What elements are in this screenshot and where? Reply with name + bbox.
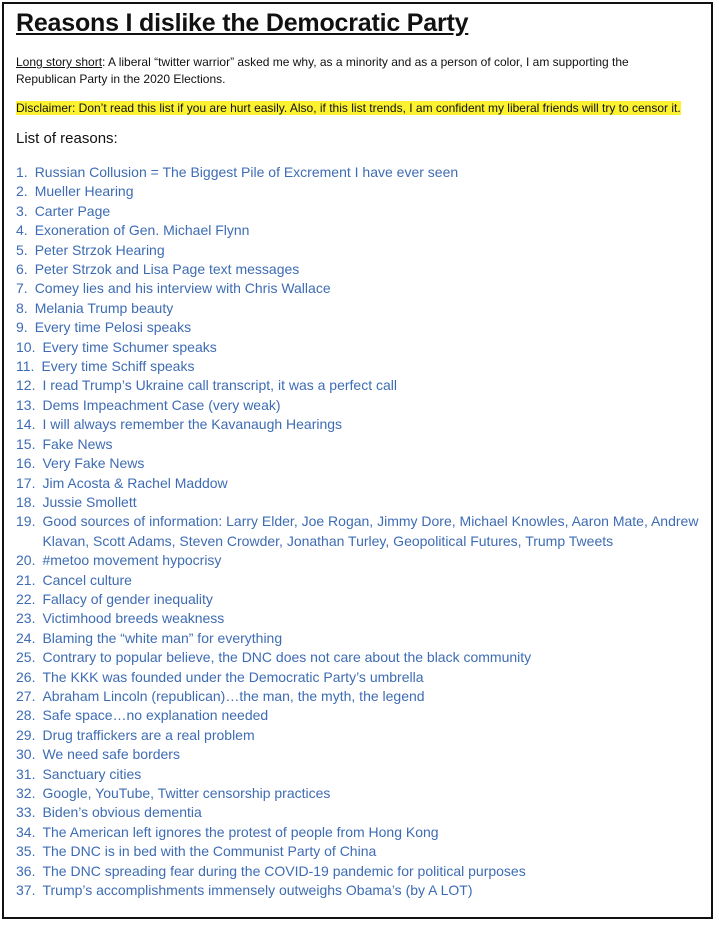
list-item <box>16 803 711 822</box>
list-item-number: 28. <box>16 707 36 724</box>
list-item <box>16 454 711 473</box>
list-item <box>16 338 711 357</box>
list-item-number: 35. <box>16 843 36 860</box>
list-item-number: 33. <box>16 804 36 821</box>
list-item-number: 17. <box>16 474 36 491</box>
list-item <box>16 415 711 434</box>
list-item <box>16 376 711 395</box>
document-title: Reasons I dislike the Democratic Party <box>16 9 469 37</box>
list-item-text: Exoneration of Gen. Michael Flynn <box>34 222 250 239</box>
list-item <box>16 726 711 745</box>
list-item-number: 10. <box>16 338 36 355</box>
list-item-number: 36. <box>16 862 36 879</box>
list-item-number: 25. <box>16 649 36 666</box>
list-item <box>16 823 711 842</box>
list-item <box>16 609 711 628</box>
list-item-text: Russian Collusion = The Biggest Pile of Excrement I have ever seen <box>34 164 459 180</box>
list-item <box>16 221 711 240</box>
list-item-text: Peter Strzok Hearing <box>34 241 165 258</box>
list-item-text: Melania Trump beauty <box>34 299 174 316</box>
list-item <box>16 745 711 764</box>
list-item-number: 30. <box>16 746 36 763</box>
list-item-text: Every time Pelosi speaks <box>34 319 192 336</box>
list-item <box>16 842 711 861</box>
disclaimer-paragraph <box>16 100 686 117</box>
list-item-text: Blaming the “white man” for everything <box>42 629 283 646</box>
list-item-number: 2. <box>16 183 28 200</box>
list-item <box>16 648 711 667</box>
list-item-text: I will always remember the Kavanaugh Hearings <box>42 416 343 433</box>
list-item-number: 19. <box>16 513 36 530</box>
list-item-text: The American left ignores the protest of people from Hong Kong <box>42 823 439 840</box>
list-item <box>16 551 711 570</box>
list-item-text: Cancel culture <box>42 571 132 588</box>
list-item-text: Jussie Smollett <box>42 493 137 510</box>
list-item <box>16 765 711 784</box>
list-item-number: 31. <box>16 765 36 782</box>
list-item-number: 13. <box>16 396 36 413</box>
list-item-number: 3. <box>16 202 28 219</box>
list-item <box>16 182 711 201</box>
list-item-number: 6. <box>16 261 28 278</box>
list-item-text: Good sources of information: Larry Elder, Joe Rogan, Jimmy Dore, Michael Knowles, Aaron Mate, Andrew Klavan, Scott Adams, Steven Crowder, Jonathan Turley, Geopolitical Futures, Trump Tweets <box>42 513 699 549</box>
intro-lead: Long story short <box>16 55 103 69</box>
list-item-number: 9. <box>16 319 28 336</box>
list-item-text: Google, YouTube, Twitter censorship practices <box>42 785 331 801</box>
disclaimer-text: Disclaimer: Don’t read this list if you are hurt easily. Also, if this list trends, I am confident my liberal friends will try to censor it. <box>16 101 681 115</box>
list-item-text: Jim Acosta & Rachel Maddow <box>42 474 228 491</box>
list-item-text: Carter Page <box>34 202 111 219</box>
list-item-text: Every time Schumer speaks <box>42 338 217 355</box>
list-item <box>16 784 711 803</box>
list-item-text: Comey lies and his interview with Chris Wallace <box>34 280 331 297</box>
list-item-text: Dems Impeachment Case (very weak) <box>42 396 281 413</box>
list-item-number: 15. <box>16 435 36 452</box>
list-item <box>16 493 711 512</box>
list-item <box>16 706 711 725</box>
list-item-text: Contrary to popular believe, the DNC does not care about the black community <box>42 649 532 666</box>
list-item-number: 4. <box>16 222 28 239</box>
list-item-number: 24. <box>16 629 36 646</box>
list-heading: List of reasons: <box>16 130 118 147</box>
list-item-number: 21. <box>16 571 36 588</box>
list-item-number: 5. <box>16 241 28 258</box>
list-item-text: Drug traffickers are a real problem <box>42 726 255 743</box>
list-item-text: Fake News <box>42 435 113 452</box>
list-item-number: 27. <box>16 687 36 704</box>
list-item-text: Trump’s accomplishments immensely outweighs Obama’s (by A LOT) <box>42 882 473 899</box>
list-item-number: 32. <box>16 785 36 801</box>
list-item <box>16 881 711 900</box>
list-item <box>16 357 711 376</box>
list-item-text: Mueller Hearing <box>34 183 134 200</box>
list-item-number: 7. <box>16 280 28 297</box>
list-item-number: 20. <box>16 552 36 569</box>
list-item-number: 16. <box>16 455 36 472</box>
list-item-number: 14. <box>16 416 36 433</box>
list-item <box>16 163 711 182</box>
list-item-number: 1. <box>16 164 28 180</box>
list-item-text: The KKK was founded under the Democratic Party’s umbrella <box>42 668 424 685</box>
list-item <box>16 241 711 260</box>
list-item-text: We need safe borders <box>42 746 180 763</box>
list-item <box>16 202 711 221</box>
list-item-number: 12. <box>16 377 36 394</box>
list-item <box>16 590 711 609</box>
list-item <box>16 396 711 415</box>
intro-text: : A liberal “twitter warrior” asked me why, as a minority and as a person of color, I am supporting the Republican Party in the 2020 Elections. <box>16 55 629 86</box>
list-item-text: Fallacy of gender inequality <box>42 590 213 607</box>
list-item <box>16 862 711 881</box>
list-item-number: 29. <box>16 726 36 743</box>
intro-paragraph <box>16 54 646 88</box>
list-item <box>16 318 711 337</box>
list-item-text: The DNC spreading fear during the COVID-19 pandemic for political purposes <box>42 862 526 879</box>
list-item <box>16 668 711 687</box>
list-item <box>16 512 711 551</box>
list-item-text: Peter Strzok and Lisa Page text messages <box>34 261 300 278</box>
reasons-list <box>16 163 711 900</box>
list-item-number: 18. <box>16 493 36 510</box>
list-item <box>16 474 711 493</box>
list-item-text: Biden’s obvious dementia <box>42 804 202 821</box>
list-item-text: The DNC is in bed with the Communist Party of China <box>42 843 377 860</box>
list-item-text: Abraham Lincoln (republican)…the man, the myth, the legend <box>42 687 425 704</box>
list-item <box>16 435 711 454</box>
list-item <box>16 279 711 298</box>
list-item-number: 37. <box>16 882 36 899</box>
list-item-number: 34. <box>16 823 36 840</box>
list-item <box>16 629 711 648</box>
document-body <box>16 6 711 900</box>
list-item-number: 22. <box>16 590 36 607</box>
list-item-number: 26. <box>16 668 36 685</box>
list-item-number: 23. <box>16 610 36 627</box>
list-item-number: 11. <box>16 358 35 375</box>
list-item-number: 8. <box>16 299 28 316</box>
list-item <box>16 571 711 590</box>
list-item <box>16 260 711 279</box>
list-item-text: I read Trump’s Ukraine call transcript, it was a perfect call <box>42 377 398 394</box>
list-item-text: Every time Schiff speaks <box>41 358 195 375</box>
list-item <box>16 687 711 706</box>
list-item <box>16 299 711 318</box>
list-item-text: Victimhood breeds weakness <box>42 610 225 627</box>
list-item-text: Safe space…no explanation needed <box>42 707 269 724</box>
list-item-text: #metoo movement hypocrisy <box>42 552 222 569</box>
list-item-text: Very Fake News <box>42 455 145 472</box>
list-item-text: Sanctuary cities <box>42 765 142 782</box>
